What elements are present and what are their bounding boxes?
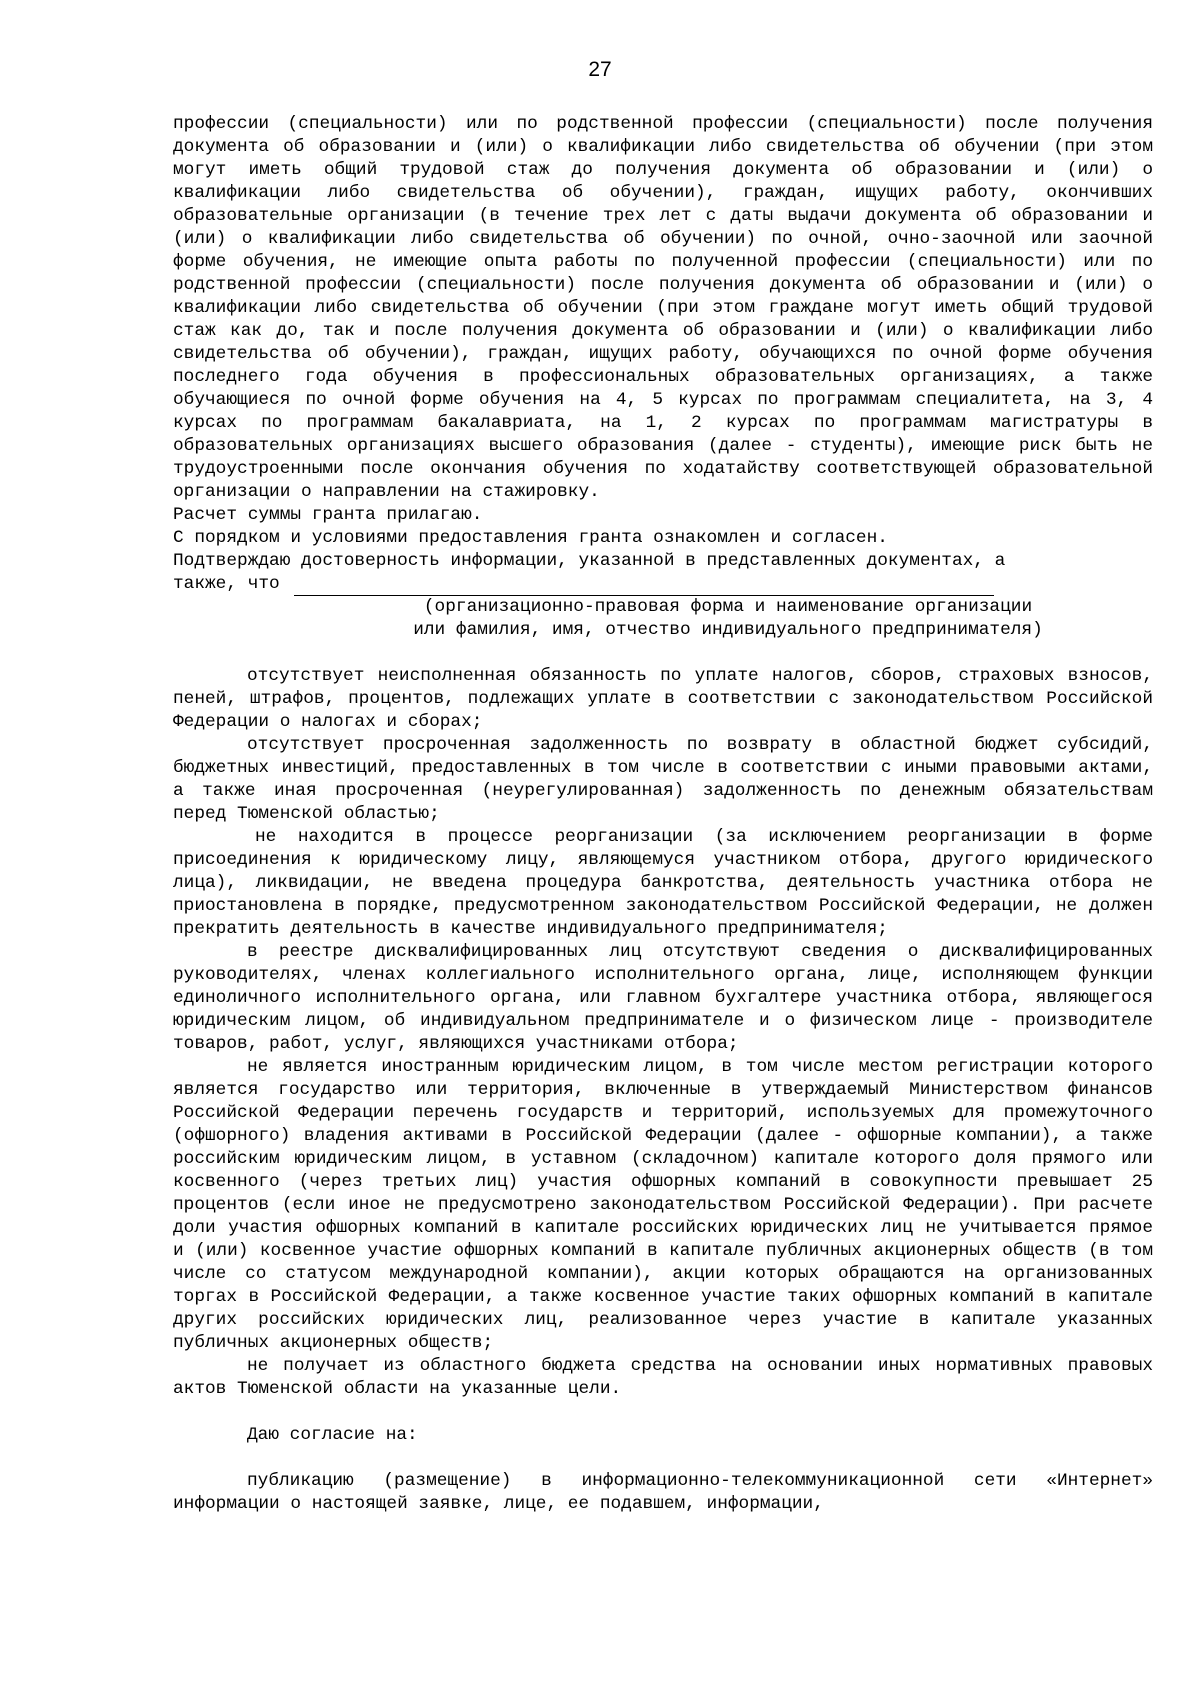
document-body — [173, 113, 1153, 1516]
also-that-label: также, что — [173, 574, 280, 594]
consent-heading: Даю согласие на: — [247, 1425, 418, 1445]
condition-offshore: не является иностранным юридическим лицом, в том числе местом регистрации которого является государство или территория, включенные в утверждаемый Министерством финансов Российской Федерации перечень государств и территорий, используемых для промежуточного (офшорного) владения активами в Российской Федерации (далее - офшорные компании), а также российским юридическим лицом, в уставном (складочном) капитале которого доля прямого или косвенного (через третьих лиц) участия офшорных компаний в совокупности превышает 25 процентов (если иное не предусмотрено законодательством Российской Федерации). При расчете доли участия офшорных компаний в капитале российских юридических лиц не учитывается прямое и (или) косвенное участие офшорных компаний в капитале публичных акционерных обществ (в том числе со статусом международной компании), акции которых обращаются на организованных торгах в Российской Федерации, а также косвенное участие таких офшорных компаний в капитале других российских юридических лиц, реализованное через участие в капитале указанных публичных акционерных обществ; — [173, 1057, 1153, 1353]
applicant-fill-row — [173, 573, 1153, 596]
condition-other-funding: не получает из областного бюджета средства на основании иных нормативных правовых актов Тюменской области на указанные цели. — [173, 1356, 1153, 1399]
condition-tax-debt: отсутствует неисполненная обязанность по уплате налогов, сборов, страховых взносов, пеней, штрафов, процентов, подлежащих уплате в соответствии с законодательством Российской Федерации о налогах и сборах; — [173, 666, 1153, 732]
blank-caption-line-2: или фамилия, имя, отчество индивидуального предпринимателя) — [413, 620, 1043, 640]
intro-paragraph: профессии (специальности) или по родственной профессии (специальности) после получения документа об образовании и (или) о квалификации либо свидетельства об обучении (при этом могут иметь общий трудовой стаж до получения документа об образовании и (или) о квалификации либо свидетельства об обучении), граждан, ищущих работу, окончивших образовательные организации (в течение трех лет с даты выдачи документа об образовании и (или) о квалификации либо свидетельства об обучении) по очной, очно-заочной или заочной форме обучения, не имеющие опыта работы по полученной профессии (специальности) или по родственной профессии (специальности) после получения документа об образовании и (или) о квалификации либо свидетельства об обучении (при этом граждане могут иметь общий трудовой стаж как до, так и после получения документа об образовании и (или) о квалификации либо свидетельства об обучении), граждан, ищущих работу, обучающихся по очной форме обучения последнего года обучения в профессиональных образовательных организациях, а также обучающиеся по очной форме обучения на 4, 5 курсах по программам специалитета, на 3, 4 курсах по программам бакалавриата, на 1, 2 курсах по программам магистратуры в образовательных организациях высшего образования (далее - студенты), имеющие риск быть не трудоустроенными после окончания обучения по ходатайству соответствующей образовательной организации о направлении на стажировку. — [173, 114, 1153, 502]
confirm-line: Подтверждаю достоверность информации, указанной в представленных документах, а — [173, 551, 1006, 571]
publication-paragraph: публикацию (размещение) в информационно-телекоммуникационной сети «Интернет» информации о настоящей заявке, лице, ее подавшем, информации, — [173, 1471, 1153, 1514]
condition-disqualified-registry: в реестре дисквалифицированных лиц отсутствуют сведения о дисквалифицированных руководителях, членах коллегиального исполнительного органа, лице, исполняющем функции единоличного исполнительного органа, или главном бухгалтере участника отбора, являющегося юридическим лицом, об индивидуальном предпринимателе и о физическом лице - производителе товаров, работ, услуг, являющихся участниками отбора; — [173, 942, 1153, 1054]
blank-caption-line-1: (организационно-правовая форма и наименование организации — [423, 597, 1033, 617]
procedure-line: С порядком и условиями предоставления гранта ознакомлен и согласен. — [173, 528, 888, 548]
blank-caption — [368, 596, 1088, 642]
page-number: 27 — [588, 58, 612, 81]
condition-budget-debt: отсутствует просроченная задолженность по возврату в областной бюджет субсидий, бюджетных инвестиций, предоставленных в том числе в соответствии с иными правовыми актами, а также иная просроченная (неурегулированная) задолженность по денежным обязательствам перед Тюменской областью; — [173, 735, 1153, 824]
applicant-name-blank[interactable] — [294, 576, 994, 596]
grant-calc-line: Расчет суммы гранта прилагаю. — [173, 505, 483, 525]
condition-reorganization: не находится в процессе реорганизации (за исключением реорганизации в форме присоединения к юридическому лицу, являющемуся участником отбора, другого юридического лица), ликвидации, не введена процедура банкротства, деятельность участника отбора не приостановлена в порядке, предусмотренном законодательством Российской Федерации, не должен прекратить деятельность в качестве индивидуального предпринимателя; — [173, 827, 1153, 939]
